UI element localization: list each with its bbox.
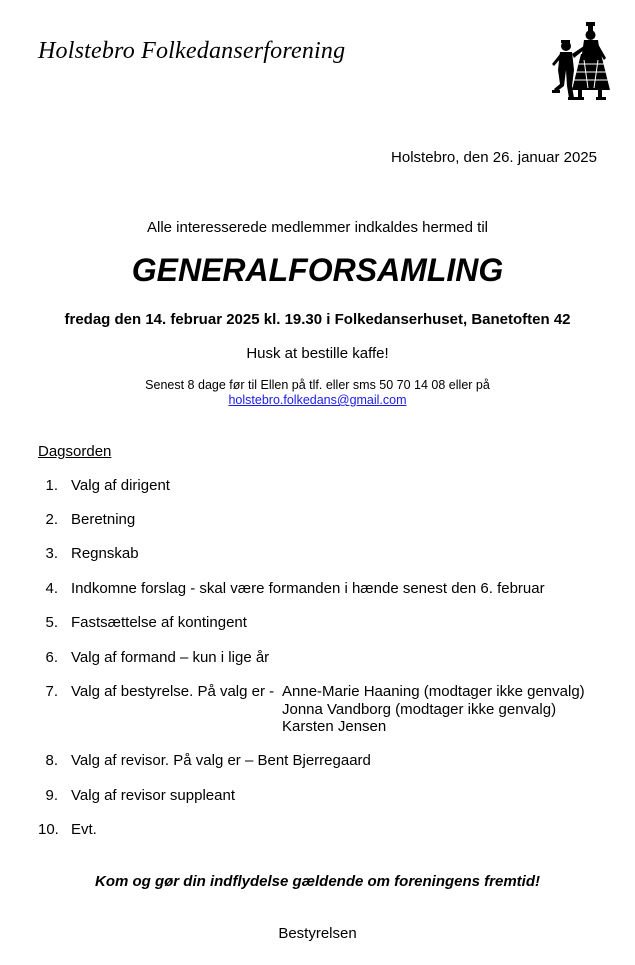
deadline-text: Senest 8 dage før til Ellen på tlf. eller sms 50 70 14 08 eller på	[145, 378, 490, 392]
agenda-item-number: 1.	[45, 477, 58, 494]
candidate: Anne-Marie Haaning (modtager ikke genvalg)	[282, 683, 585, 700]
agenda-title: Dagsorden	[38, 443, 112, 460]
agenda-item-text: Valg af formand – kun i lige år	[71, 649, 270, 666]
agenda-item-number: 6.	[45, 649, 58, 666]
agenda-item-text: Indkomne forslag - skal være formanden i hænde senest den 6. februar	[71, 580, 545, 597]
agenda-item-text: Fastsættelse af kontingent	[71, 614, 247, 631]
intro-text: Alle interesserede medlemmer indkaldes hermed til	[147, 219, 488, 236]
agenda-item-number: 2.	[45, 511, 58, 528]
agenda-item-number: 3.	[45, 545, 58, 562]
coffee-note: Husk at bestille kaffe!	[246, 345, 389, 362]
agenda-item-number: 8.	[45, 752, 58, 769]
agenda-item-text: Valg af revisor. På valg er – Bent Bjerregaard	[71, 752, 371, 769]
candidate: Karsten Jensen	[282, 718, 387, 735]
agenda-item-text: Valg af bestyrelse. På valg er -	[71, 683, 275, 700]
agenda-item-text: Regnskab	[71, 545, 139, 562]
candidate-list	[282, 683, 585, 736]
folk-dancers-logo	[548, 20, 616, 102]
agenda-item-text: Beretning	[71, 511, 136, 528]
candidate: Jonna Vandborg (modtager ikke genvalg)	[282, 700, 557, 718]
signature: Bestyrelsen	[278, 925, 357, 942]
agenda-item-text: Evt.	[71, 821, 97, 838]
agenda-item-number: 7.	[45, 683, 58, 700]
closing-statement: Kom og gør din indflydelse gældende om foreningens fremtid!	[94, 873, 541, 890]
agenda-item-number: 4.	[45, 580, 58, 597]
agenda-item-number: 10.	[38, 821, 59, 838]
meeting-details: fredag den 14. februar 2025 kl. 19.30 i Folkedanserhuset, Banetoften 42	[64, 311, 571, 328]
deadline-note	[0, 378, 635, 408]
page-title: GENERALFORSAMLING	[131, 252, 504, 288]
email-link[interactable]: holstebro.folkedans@gmail.com	[228, 393, 407, 407]
date-line: Holstebro, den 26. januar 2025	[391, 149, 597, 166]
organization-title: Holstebro Folkedanserforening	[38, 38, 346, 64]
agenda-item-number: 5.	[45, 614, 58, 631]
agenda-item-text: Valg af dirigent	[71, 477, 170, 494]
agenda-item-text: Valg af revisor suppleant	[71, 787, 235, 804]
agenda-item-number: 9.	[45, 787, 58, 804]
